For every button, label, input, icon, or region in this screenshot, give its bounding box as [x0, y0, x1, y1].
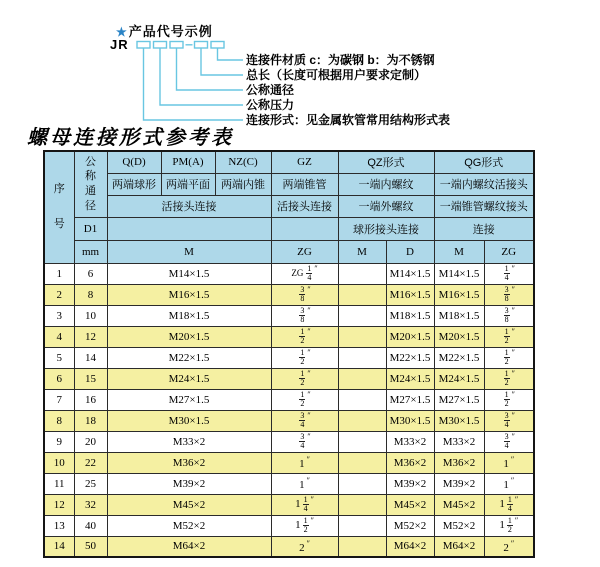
table-row: [44, 473, 534, 494]
table-row: [44, 305, 534, 326]
header-spacer-left: [107, 217, 271, 240]
cell-dn: 6: [74, 263, 107, 284]
cell-m: M39×2: [107, 473, 271, 494]
col-header-gz: GZ: [271, 151, 338, 173]
cell-dn: 15: [74, 368, 107, 389]
cell-qz-d: M52×2: [386, 515, 434, 536]
cell-qz-d: M45×2: [386, 494, 434, 515]
fraction-value: 1 $\frac{1}{4}$ ″: [499, 494, 519, 514]
subheader-qz-ball: 球形接头连接: [338, 217, 434, 240]
cell-qz-d: M64×2: [386, 536, 434, 557]
connector-line: [218, 48, 244, 60]
cell-seq: 3: [44, 305, 74, 326]
col-header-q: Q(D): [107, 151, 161, 173]
cell-qg-m: M36×2: [434, 452, 484, 473]
unit-qg-m: M: [434, 240, 484, 263]
cell-qz-d: M22×1.5: [386, 347, 434, 368]
cell-dn: 18: [74, 410, 107, 431]
fraction-value: 1 ″: [503, 455, 515, 470]
fraction-value: $\frac{1}{2}$ ″: [504, 368, 515, 388]
star-icon: ★: [116, 25, 128, 39]
cell-qg-m: M14×1.5: [434, 263, 484, 284]
cell-m: M52×2: [107, 515, 271, 536]
cell-qz-d: M16×1.5: [386, 284, 434, 305]
subheader-pm: 两端平面: [161, 173, 215, 195]
cell-gz-zg: [271, 263, 338, 284]
fraction-value: $\frac{1}{2}$ ″: [300, 326, 311, 346]
fraction-value: 2 ″: [299, 538, 310, 554]
cell-dn: 40: [74, 515, 107, 536]
fraction-value: 1 $\frac{1}{4}$ ″: [295, 494, 314, 514]
cell-dn: 32: [74, 494, 107, 515]
unit-gz-zg: ZG: [271, 240, 338, 263]
table-row: [44, 536, 534, 557]
fraction-value: 1 $\frac{1}{2}$ ″: [295, 515, 314, 535]
col-header-pm: PM(A): [161, 151, 215, 173]
cell-m: M20×1.5: [107, 326, 271, 347]
fraction-value: $\frac{1}{4}$ ″: [504, 263, 515, 283]
cell-qg-zg: [484, 452, 534, 473]
fraction-value: 1 ″: [299, 455, 310, 470]
cell-m: M30×1.5: [107, 410, 271, 431]
cell-dn: 14: [74, 347, 107, 368]
table-row: [44, 410, 534, 431]
diagram-labels: [246, 53, 450, 128]
subheader-q: 两端球形: [107, 173, 161, 195]
cell-qz-m: [338, 431, 386, 452]
cell-dn: 10: [74, 305, 107, 326]
cell-m: M18×1.5: [107, 305, 271, 326]
unit-mm: mm: [74, 240, 107, 263]
unit-m: M: [107, 240, 271, 263]
cell-qg-zg: [484, 347, 534, 368]
cell-qg-m: M39×2: [434, 473, 484, 494]
cell-m: M33×2: [107, 431, 271, 452]
code-box: [170, 42, 183, 49]
fraction-value: 1 ″: [503, 476, 515, 491]
cell-qg-m: M33×2: [434, 431, 484, 452]
cell-dn: 12: [74, 326, 107, 347]
cell-qg-m: M22×1.5: [434, 347, 484, 368]
col-header-d1: D1: [74, 217, 107, 240]
cell-gz-zg: [271, 347, 338, 368]
col-header-qz: QZ形式: [338, 151, 434, 173]
cell-seq: 6: [44, 368, 74, 389]
fraction-value: $\frac{1}{2}$ ″: [504, 326, 515, 346]
cell-qg-m: M30×1.5: [434, 410, 484, 431]
cell-qz-d: M20×1.5: [386, 326, 434, 347]
product-code-heading-text: 产品代号示例: [128, 24, 213, 39]
table-row: [44, 347, 534, 368]
cell-qg-m: M18×1.5: [434, 305, 484, 326]
seq-label: 序号: [53, 183, 65, 231]
table-row: [44, 515, 534, 536]
cell-qz-m: [338, 389, 386, 410]
cell-qg-zg: [484, 410, 534, 431]
cell-qg-zg: [484, 305, 534, 326]
unit-qg-zg: ZG: [484, 240, 534, 263]
cell-qg-m: M27×1.5: [434, 389, 484, 410]
dn-label: 公称通径: [85, 155, 96, 213]
cell-gz-zg: [271, 515, 338, 536]
cell-gz-zg: [271, 410, 338, 431]
cell-seq: 9: [44, 431, 74, 452]
table-row: [44, 263, 534, 284]
cell-seq: 4: [44, 326, 74, 347]
subheader-qz: 一端内螺纹: [338, 173, 434, 195]
diagram-label-connection: 连接形式：见金属软管常用结构形式表: [246, 113, 451, 127]
code-box: [154, 42, 167, 49]
code-box: [195, 42, 208, 49]
fraction-value: $\frac{1}{2}$ ″: [300, 389, 311, 409]
unit-qz-d: D: [386, 240, 434, 263]
diagram-label-material: 连接件材质 c：为碳钢 b：为不锈钢: [246, 53, 435, 67]
table-row: [44, 452, 534, 473]
cell-qz-m: [338, 368, 386, 389]
cell-qz-d: M36×2: [386, 452, 434, 473]
cell-gz-zg: [271, 494, 338, 515]
cell-qz-m: [338, 410, 386, 431]
table-row: [44, 494, 534, 515]
col-header-seq: [44, 151, 74, 263]
cell-m: M14×1.5: [107, 263, 271, 284]
cell-seq: 2: [44, 284, 74, 305]
cell-dn: 25: [74, 473, 107, 494]
fraction-value: $\frac{3}{4}$ ″: [504, 410, 515, 430]
cell-qg-zg: [484, 263, 534, 284]
cell-qz-m: [338, 347, 386, 368]
cell-qz-d: M27×1.5: [386, 389, 434, 410]
col-header-dn: [74, 151, 107, 217]
cell-m: M36×2: [107, 452, 271, 473]
table-row: [44, 284, 534, 305]
subheader-qg-connect: 连接: [434, 217, 534, 240]
subheader-gz: 两端锥管: [271, 173, 338, 195]
cell-dn: 50: [74, 536, 107, 557]
table-header: [44, 151, 534, 263]
cell-gz-zg: [271, 452, 338, 473]
cell-qg-m: M20×1.5: [434, 326, 484, 347]
subheader-qg: 一端内螺纹活接头: [434, 173, 534, 195]
fraction-value: $\frac{3}{4}$ ″: [504, 431, 515, 451]
cell-qg-m: M16×1.5: [434, 284, 484, 305]
cell-qz-d: M39×2: [386, 473, 434, 494]
cell-seq: 8: [44, 410, 74, 431]
cell-m: M27×1.5: [107, 389, 271, 410]
cell-qg-m: M45×2: [434, 494, 484, 515]
cell-qz-d: M24×1.5: [386, 368, 434, 389]
cell-qz-m: [338, 305, 386, 326]
connector-line: [144, 48, 244, 120]
cell-m: M24×1.5: [107, 368, 271, 389]
cell-qz-m: [338, 452, 386, 473]
table-row: [44, 389, 534, 410]
cell-gz-zg: [271, 284, 338, 305]
fraction-value: $\frac{1}{2}$ ″: [300, 368, 311, 388]
cell-qg-zg: [484, 536, 534, 557]
fraction-value: 2 ″: [503, 538, 515, 554]
cell-qg-zg: [484, 284, 534, 305]
cell-qz-m: [338, 515, 386, 536]
cell-qz-m: [338, 284, 386, 305]
cell-m: M22×1.5: [107, 347, 271, 368]
cell-qg-zg: [484, 494, 534, 515]
header-spacer-gz: [271, 217, 338, 240]
cell-dn: 22: [74, 452, 107, 473]
cell-seq: 1: [44, 263, 74, 284]
cell-qz-m: [338, 263, 386, 284]
diagram-label-length: 总长（长度可根据用户要求定制）: [246, 68, 427, 82]
fraction-value: $\frac{3}{8}$ ″: [504, 284, 515, 304]
fraction-value: $\frac{3}{4}$ ″: [300, 431, 311, 451]
cell-gz-zg: [271, 389, 338, 410]
col-header-nz: NZ(C): [215, 151, 271, 173]
fraction-value: $\frac{1}{2}$ ″: [504, 347, 515, 367]
cell-qg-m: M24×1.5: [434, 368, 484, 389]
table-row: [44, 326, 534, 347]
cell-seq: 5: [44, 347, 74, 368]
code-box: [137, 42, 150, 49]
subheader-nz: 两端内锥: [215, 173, 271, 195]
cell-gz-zg: [271, 536, 338, 557]
cell-qg-zg: [484, 431, 534, 452]
col-header-qg: QG形式: [434, 151, 534, 173]
table-body: [44, 263, 534, 557]
fraction-value: $\frac{1}{2}$ ″: [300, 347, 311, 367]
fraction-value: 1 $\frac{1}{2}$ ″: [499, 515, 519, 535]
cell-dn: 8: [74, 284, 107, 305]
cell-gz-zg: [271, 326, 338, 347]
cell-qg-zg: [484, 368, 534, 389]
table-title: 螺母连接形式参考表: [27, 125, 234, 149]
fraction-value: $\frac{3}{8}$ ″: [300, 305, 311, 325]
product-code-prefix: JR: [110, 37, 129, 52]
cell-seq: 10: [44, 452, 74, 473]
cell-m: M64×2: [107, 536, 271, 557]
subheader-gz-connection: 活接头连接: [271, 195, 338, 217]
subheader-qz-external: 一端外螺纹: [338, 195, 434, 217]
diagram-label-pressure: 公称压力: [246, 98, 295, 112]
connector-line: [177, 48, 244, 90]
table-row: [44, 431, 534, 452]
cell-qg-m: M52×2: [434, 515, 484, 536]
fraction-value: $\frac{3}{4}$ ″: [300, 410, 311, 430]
nut-connection-table: [43, 150, 535, 558]
cell-qz-m: [338, 536, 386, 557]
cell-seq: 11: [44, 473, 74, 494]
cell-m: M16×1.5: [107, 284, 271, 305]
cell-qz-d: M14×1.5: [386, 263, 434, 284]
fraction-value: 1 ″: [299, 476, 310, 491]
fraction-value: $\frac{3}{8}$ ″: [300, 284, 311, 304]
table-row: [44, 368, 534, 389]
cell-gz-zg: [271, 368, 338, 389]
unit-qz-m: M: [338, 240, 386, 263]
cell-qg-zg: [484, 326, 534, 347]
cell-gz-zg: [271, 431, 338, 452]
diagram-label-diameter: 公称通径: [246, 83, 295, 97]
subheader-left-connection: 活接头连接: [107, 195, 271, 217]
connector-line: [201, 48, 243, 75]
cell-qz-m: [338, 326, 386, 347]
cell-seq: 13: [44, 515, 74, 536]
cell-gz-zg: [271, 473, 338, 494]
cell-m: M45×2: [107, 494, 271, 515]
cell-qg-zg: [484, 473, 534, 494]
subheader-qg-taper: 一端锥管螺纹接头: [434, 195, 534, 217]
cell-qz-d: M33×2: [386, 431, 434, 452]
cell-seq: 14: [44, 536, 74, 557]
cell-seq: 7: [44, 389, 74, 410]
cell-qg-m: M64×2: [434, 536, 484, 557]
cell-qg-zg: [484, 389, 534, 410]
cell-qz-d: M30×1.5: [386, 410, 434, 431]
code-box: [211, 42, 224, 49]
fraction-value: $\frac{1}{2}$ ″: [504, 389, 515, 409]
cell-seq: 12: [44, 494, 74, 515]
fraction-value: $\frac{3}{8}$ ″: [504, 305, 515, 325]
cell-qz-m: [338, 494, 386, 515]
cell-qz-m: [338, 473, 386, 494]
fraction-value: ZG $\frac{1}{4}$ ″: [291, 263, 318, 283]
cell-dn: 20: [74, 431, 107, 452]
cell-dn: 16: [74, 389, 107, 410]
cell-gz-zg: [271, 305, 338, 326]
cell-qz-d: M18×1.5: [386, 305, 434, 326]
cell-qg-zg: [484, 515, 534, 536]
